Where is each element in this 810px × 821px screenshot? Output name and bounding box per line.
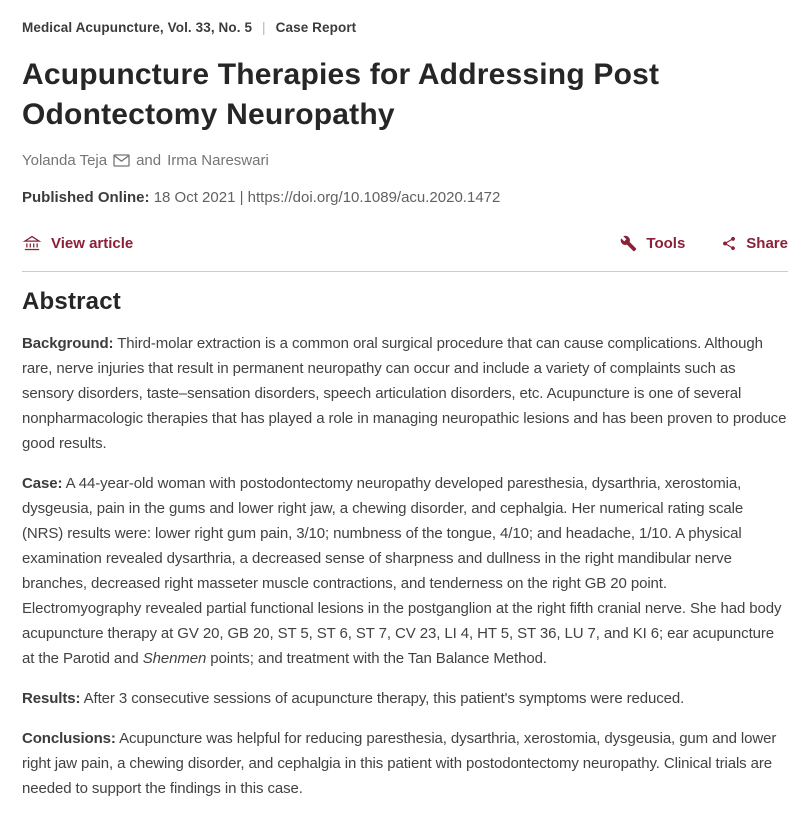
abstract-conclusions-paragraph <box>22 726 788 801</box>
toolbar <box>22 234 788 253</box>
conclusions-text: Acupuncture was helpful for reducing paresthesia, dysarthria, xerostomia, dysgeusia, gum and lower right jaw pain, a chewing disorder, and cephalgia in this patient with postodontectomy neuropathy. Clinical trials are needed to support the findings in this case. <box>22 730 777 797</box>
published-line <box>22 189 788 206</box>
author-name-1[interactable]: Yolanda Teja <box>22 152 108 169</box>
breadcrumb <box>22 20 788 35</box>
tools-button[interactable] <box>620 235 685 252</box>
article-type-label: Case Report <box>275 20 357 35</box>
results-text: After 3 consecutive sessions of acupuncture therapy, this patient's symptoms were reduced. <box>83 690 685 707</box>
view-article-label: View article <box>51 235 134 252</box>
share-button[interactable] <box>721 235 788 252</box>
published-label: Published Online: <box>22 189 150 206</box>
case-label: Case: <box>22 475 63 492</box>
divider <box>22 271 788 272</box>
results-label: Results: <box>22 690 81 707</box>
conclusions-label: Conclusions: <box>22 730 116 747</box>
background-label: Background: <box>22 335 114 352</box>
abstract-heading: Abstract <box>22 288 121 315</box>
share-icon <box>721 235 737 252</box>
published-value: 18 Oct 2021 | https://doi.org/10.1089/acu.2020.1472 <box>153 189 501 206</box>
view-article-button[interactable] <box>22 234 133 253</box>
author-name-2[interactable]: Irma Nareswari <box>167 152 269 169</box>
email-icon[interactable] <box>113 154 130 167</box>
case-italic-term: Shenmen <box>142 650 207 667</box>
page-title: Acupuncture Therapies for Addressing Post Odontectomy Neuropathy <box>22 58 660 131</box>
institution-icon <box>22 234 42 253</box>
journal-citation[interactable]: Medical Acupuncture, Vol. 33, No. 5 <box>22 20 253 35</box>
tools-label: Tools <box>646 235 686 252</box>
authors-line <box>22 152 788 169</box>
abstract-case-paragraph <box>22 471 788 671</box>
wrench-icon <box>620 235 637 252</box>
breadcrumb-separator: | <box>262 20 266 35</box>
authors-conjunction: and <box>136 152 162 169</box>
share-label: Share <box>746 235 788 252</box>
case-text-end: points; and treatment with the Tan Balance Method. <box>206 650 547 667</box>
toolbar-right <box>620 235 788 252</box>
background-text: Third-molar extraction is a common oral surgical procedure that can cause complications. Although rare, nerve injuries that result in permanent neuropathy can occur and include a variety of complaints such as sensory disorders, taste–sensation disorders, speech articulation disorders, etc. Acupuncture is one of several nonpharmacologic therapies that has played a role in managing neuropathic lesions and has been proven to produce good results. <box>22 335 787 452</box>
abstract-background-paragraph <box>22 331 788 456</box>
abstract-results-paragraph <box>22 686 788 711</box>
case-text: A 44-year-old woman with postodontectomy neuropathy developed paresthesia, dysarthria, xerostomia, dysgeusia, pain in the gums and lower right jaw, a chewing disorder, and cephalgia. Her numerical rating scale (NRS) results were: lower right gum pain, 3/10; numbness of the tongue, 4/10; and headache, 1/10. A physical examination revealed dysarthria, a decreased sense of sharpness and dullness in the right mandibular nerve branches, decreased right masseter muscle contractions, and tenderness on the right GB 20 point. Electromyography revealed partial functional lesions in the postganglion at the right fifth cranial nerve. She had body acupuncture therapy at GV 20, GB 20, ST 5, ST 6, ST 7, CV 23, LI 4, HT 5, ST 36, LU 7, and KI 6; ear acupuncture at the Parotid and <box>22 475 782 667</box>
